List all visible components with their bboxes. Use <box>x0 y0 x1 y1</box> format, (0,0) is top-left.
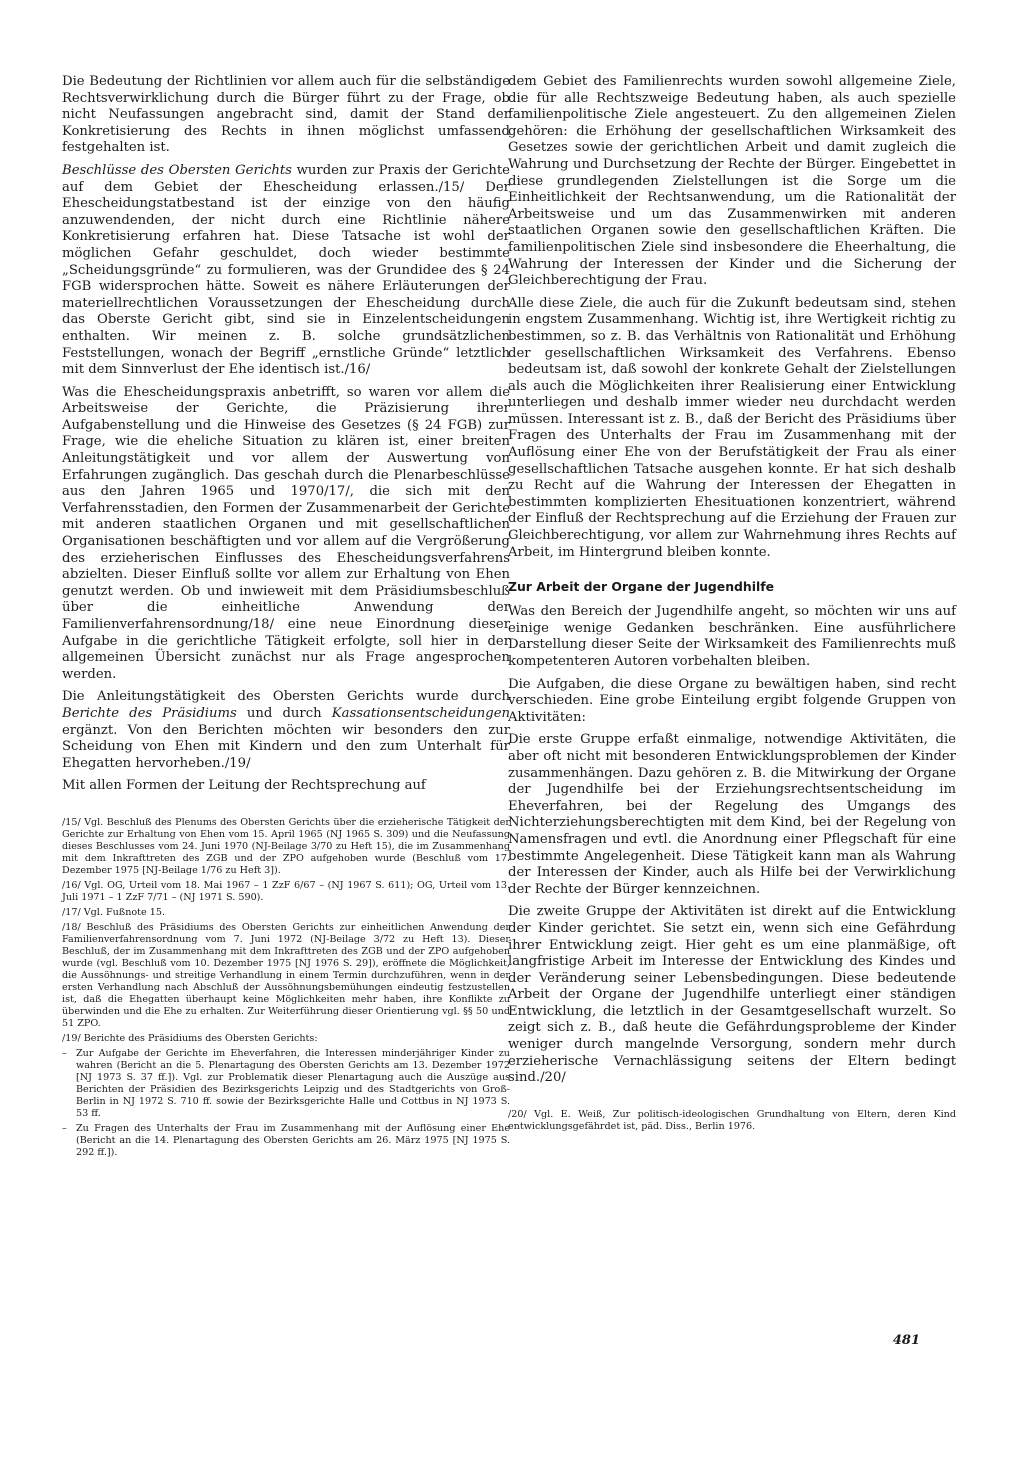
paragraph <box>62 74 510 157</box>
page-number: 481 <box>892 1333 920 1348</box>
paragraph <box>62 778 510 795</box>
left-paragraphs <box>62 74 510 795</box>
emphasis-text: Beschlüsse des Obersten Gerichts <box>62 162 292 178</box>
right-paragraphs <box>508 74 956 561</box>
text-run: und durch <box>236 705 332 721</box>
footnote: /15/ Vgl. Beschluß des Plenums des Obersten Gerichts über die erzieherische Tätigkeit der Gerichte zur Erhaltung von Ehen vom 15. April 1965 (NJ 1965 S. 309) und die Neufassung dieses Beschlusses vom 24. Juni 1970 (NJ-Beilage 3/70 zu Heft 15), die im Zusammenhang mit dem Inkrafttreten des ZGB und der ZPO aufgehoben wurde (Beschluß vom 17. Dezember 1975 [NJ-Beilage 1/76 zu Heft 3]). <box>62 816 510 876</box>
footnote: /19/ Berichte des Präsidiums des Obersten Gerichts: <box>62 1032 318 1044</box>
paragraph <box>508 74 956 290</box>
text-run: Die Aufgaben, die diese Organe zu bewältigen haben, sind recht verschieden. Eine grobe Einteilung ergibt folgende Gruppen von Aktivitäten: <box>508 676 956 725</box>
section-heading: Zur Arbeit der Organe der Jugendhilfe <box>508 579 774 595</box>
right-column <box>508 74 956 1136</box>
text-run: Alle diese Ziele, die auch für die Zukunft bedeutsam sind, stehen in engstem Zusammenhang. Wichtig ist, ihre Wertigkeit richtig zu bestimmen, so z. B. das Verhältnis von Rationalität und Erhöhung der gesellschaftlichen Wirksamkeit des Verfahrens. Ebenso bedeutsam ist, daß sowohl der konkrete Gehalt der Zielstellungen als auch die Möglichkeiten ihrer Realisierung einer Entwicklung unterliegen und deshalb immer wieder neu durchdacht werden müssen. Interessant ist z. B., daß der Bericht des Präsidiums über Fragen des Unterhalts der Frau im Zusammenhang mit der Auflösung einer Ehe von der Berufstätigkeit der Frau als einer gesellschaftlichen Tatsache ausgehen konnte. Er hat sich deshalb zu Recht auf die Wahrung der Interessen der Ehegatten in bestimmten komplizierten Ehesituationen konzentriert, während der Einfluß der Rechtsprechung auf die Erziehung der Frauen zur Gleichberechtigung, vor allem zur Wahrnehmung ihres Rechts auf Arbeit, im Hintergrund bleiben konnte. <box>508 295 956 560</box>
paragraph <box>508 904 956 1087</box>
text-run: wurden zur Praxis der Gerichte auf dem Gebiet der Ehescheidung erlassen./15/ Der Ehescheidungstatbestand ist der einzige von den häufig anzuwendenden, der nicht durch eine Richtlinie nähere Konkretisierung erfahren hat. Diese Tatsache ist wohl der möglichen Gefahr geschuldet, doch wieder bestimmte „Scheidungsgründe“ zu formulieren, was der Grundidee des § 24 FGB widersprochen hätte. Soweit es nähere Erläuterungen der materiellrechtlichen Voraussetzungen der Ehescheidung durch das Oberste Gericht gibt, sind sie in Einzelentscheidungen enthalten. Wir meinen z. B. solche grundsätzlichen Feststellungen, wonach der Begriff „ernstliche Gründe“ letztlich mit dem Sinnverlust der Ehe identisch ist./16/ <box>62 162 510 378</box>
text-run: ergänzt. Von den Berichten möchten wir besonders den zur Scheidung von Ehen mit Kindern und den zum Unterhalt für Ehegatten hervorheben./19/ <box>62 722 510 771</box>
text-run: Mit allen Formen der Leitung der Rechtsprechung auf <box>62 778 426 794</box>
paragraph <box>62 385 510 684</box>
paragraph <box>62 163 510 379</box>
right-footnotes <box>508 1109 956 1133</box>
text-run: Was die Ehescheidungspraxis anbetrifft, so waren vor allem die Arbeitsweise der Gerichte, die Präzisierung ihrer Aufgabenstellung und die Hinweise des Gesetzes (§ 24 FGB) zur Frage, wie die eheliche Situation zu klären ist, einer breiten Anleitungstätigkeit und vor allem der Auswertung von Erfahrungen zugänglich. Das geschah durch die Plenarbeschlüsse aus den Jahren 1965 und 1970/17/, die sich mit den Verfahrensstadien, den Formen der Zusammenarbeit der Gerichte mit anderen staatlichen Organen und mit gesellschaftlichen Organisationen beschäftigten und vor allem auf die Vergrößerung des erzieherischen Einflusses des Ehescheidungsverfahrens abzielten. Dieser Einfluß sollte vor allem zur Erhaltung von Ehen genutzt werden. Ob und inwieweit mit dem Präsidiumsbeschluß über die einheitliche Anwendung der Familienverfahrensordnung/18/ eine neue Einordnung dieser Aufgabe in die gerichtliche Tätigkeit erfolgte, soll hier in der allgemeinen Übersicht zunächst nur als Frage angesprochen werden. <box>62 384 510 682</box>
paragraph <box>508 296 956 562</box>
paragraph <box>508 604 956 670</box>
emphasis-text: Berichte des Präsidiums <box>62 705 237 721</box>
paragraph <box>508 732 956 898</box>
paragraph <box>508 677 956 727</box>
left-column <box>62 74 510 1162</box>
text-run: Die erste Gruppe erfaßt einmalige, notwendige Aktivitäten, die aber oft nicht mit besonderen Entwicklungsproblemen der Kinder zusammenhängen. Dazu gehören z. B. die Mitwirkung der Organe der Jugendhilfe bei der Erziehungsrechtsentscheidung im Eheverfahren, bei der Regelung des Umgangs des Nichterziehungsberechtigten mit dem Kind, bei der Regelung von Namensfragen und evtl. die Anordnung einer Pflegschaft für eine bestimmte Angelegenheit. Diese Tätigkeit kann man als Wahrung der Interessen der Kinder, auch als Hilfe bei der Verwirklichung der Rechte der Bürger kennzeichnen. <box>508 732 956 897</box>
footnote-list <box>62 817 510 1045</box>
footnote-subitem-text: Zu Fragen des Unterhalts der Frau im Zusammenhang mit der Auflösung einer Ehe (Bericht an die 14. Plenartagung des Obersten Gerichts am 26. März 1975 [NJ 1975 S. 292 ff.]). <box>76 1122 510 1158</box>
paragraph <box>62 689 510 772</box>
text-run: dem Gebiet des Familienrechts wurden sowohl allgemeine Ziele, die für alle Rechtszweige Bedeutung haben, als auch spezielle familienpolitische Ziele angesteuert. Zu den allgemeinen Zielen gehören: die Erhöhung der gesellschaftlichen Wirksamkeit des Gesetzes sowie der gerichtlichen Arbeit und damit zugleich die Wahrung und Durchsetzung der Rechte der Bürger. Eingebettet in diese grundlegenden Zielstellungen ist die Sorge um die Einheitlichkeit der Rechtsanwendung, um die Rationalität der Arbeitsweise und um das Zusammenwirken mit anderen staatlichen Organen sowie den gesellschaftlichen Kräften. Die familienpolitischen Ziele sind insbesondere die Eheerhaltung, die Wahrung der Interessen der Kinder und die Sicherung der Gleichberechtigung der Frau. <box>508 74 956 289</box>
text-run: Die zweite Gruppe der Aktivitäten ist direkt auf die Entwicklung der Kinder gerichtet. Sie setzt ein, wenn sich eine Gefährdung ihrer Entwicklung zeigt. Hier geht es um eine planmäßige, oft langfristige Arbeit im Interesse der Entwicklung des Kindes und der Veränderung seiner Lebensbedingungen. Diese bedeutende Arbeit der Organe der Jugendhilfe unterliegt einer ständigen Entwicklung, die letztlich in der Gesamtgesellschaft wurzelt. So zeigt sich z. B., daß heute die Gefährdungsprobleme der Kinder weniger durch mangelnde Versorgung, sondern mehr durch erzieherische Vernachlässigung seitens der Eltern bedingt sind./20/ <box>508 904 956 1086</box>
text-run: Die Bedeutung der Richtlinien vor allem auch für die selbständige Rechtsverwirklichung durch die Bürger führt zu der Frage, ob nicht Neufassungen angebracht sind, damit der Stand der Konkretisierung des Rechts in ihnen möglichst umfassend festgehalten ist. <box>62 74 510 156</box>
footnote: /16/ Vgl. OG, Urteil vom 18. Mai 1967 – 1 ZzF 6/67 – (NJ 1967 S. 611); OG, Urteil vom 13. Juli 1971 – 1 ZzF 7/71 – (NJ 1971 S. 590). <box>62 879 510 903</box>
footnote-subitem-text: Zur Aufgabe der Gerichte im Eheverfahren, die Interessen minderjähriger Kinder zu wahren (Bericht an die 5. Plenartagung des Obersten Gerichts am 13. Dezember 1972 [NJ 1973 S. 37 ff.]). Vgl. zur Problematik dieser Plenartagung auch die Auszüge aus Berichten der Präsidien des Bezirksgerichts Leipzig und des Stadtgerichts von Groß-Berlin in NJ 1972 S. 710 ff. sowie der Bezirksgerichte Halle und Cottbus in NJ 1973 S. 53 ff. <box>76 1047 510 1119</box>
left-footnotes <box>62 817 510 1159</box>
right-paragraphs-2 <box>508 604 956 1087</box>
dash-marker: – <box>62 1122 67 1134</box>
text-run: Die Anleitungstätigkeit des Obersten Gerichts wurde durch <box>62 689 510 705</box>
text-run: Was den Bereich der Jugendhilfe angeht, so möchten wir uns auf einige wenige Gedanken beschränken. Eine ausführlichere Darstellung dieser Seite der Wirksamkeit des Familienrechts muß kompetenteren Autoren vorbehalten bleiben. <box>508 604 956 669</box>
footnote-subitem <box>62 1048 510 1120</box>
emphasis-text: Kassationsentscheidungen <box>331 705 510 721</box>
dash-marker: – <box>62 1047 67 1059</box>
footnote-subitems <box>62 1048 510 1159</box>
footnote: /17/ Vgl. Fußnote 15. <box>62 906 165 918</box>
footnote: /20/ Vgl. E. Weiß, Zur politisch-ideologischen Grundhaltung von Eltern, deren Kind entwicklungsgefährdet ist, päd. Diss., Berlin 1976. <box>508 1108 956 1132</box>
footnote-subitem <box>62 1123 510 1159</box>
footnote: /18/ Beschluß des Präsidiums des Obersten Gerichts zur einheitlichen Anwendung der Familienverfahrensordnung vom 7. Juni 1972 (NJ-Beilage 3/72 zu Heft 13). Dieser Beschluß, der im Zusammenhang mit dem Inkrafttreten des ZGB und der ZPO aufgehoben wurde (vgl. Beschluß vom 10. Dezember 1975 [NJ 1976 S. 29]), eröffnete die Möglichkeit, die Aussöhnungs- und streitige Verhandlung in einem Termin durchzuführen, wenn in der ersten Verhandlung nach Abschluß der Aussöhnungsbemühungen eindeutig festzustellen ist, daß die Ehegatten überhaupt keine Möglichkeiten mehr haben, ihre Konflikte zu überwinden und die Ehe zu erhalten. Zur Weiterführung dieser Orientierung vgl. §§ 50 und 51 ZPO. <box>62 921 510 1029</box>
